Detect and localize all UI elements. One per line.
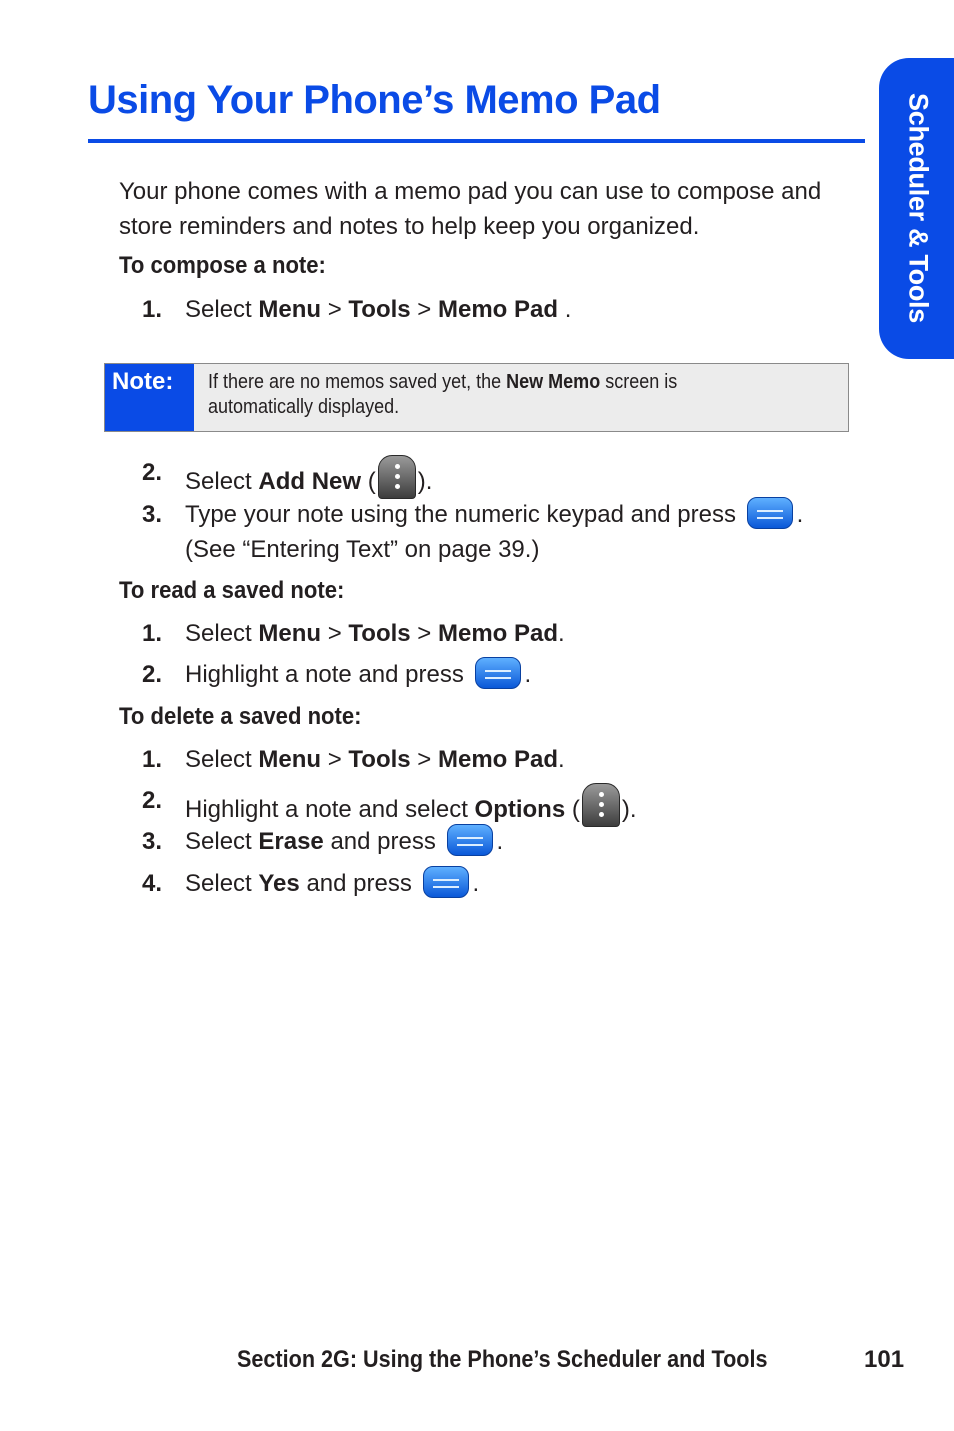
step-text: Select xyxy=(185,296,252,323)
right-softkey-icon xyxy=(582,783,620,827)
step-text: Highlight a note and press xyxy=(185,661,464,688)
step-text: Type your note using the numeric keypad and press xyxy=(185,501,736,528)
tools-term: Tools xyxy=(348,620,411,647)
read-heading: To read a saved note: xyxy=(119,577,345,604)
step-number: 3. xyxy=(142,501,163,528)
page-title: Using Your Phone’s Memo Pad xyxy=(88,78,661,122)
step-text: Select xyxy=(185,746,252,773)
paren-close: ). xyxy=(417,468,433,495)
right-softkey-icon xyxy=(378,455,416,499)
step-end: . xyxy=(496,828,504,855)
memo-pad-term: Memo Pad xyxy=(437,296,559,323)
memo-pad-term: Memo Pad xyxy=(437,620,559,647)
note-text-after: screen is automatically displayed. xyxy=(208,371,678,418)
title-rule xyxy=(88,139,865,143)
step-end: . xyxy=(564,296,572,323)
step-end: . xyxy=(472,870,480,897)
menu-ok-key-icon xyxy=(447,824,493,856)
separator: > xyxy=(327,296,342,323)
memo-pad-term: Memo Pad xyxy=(437,746,559,773)
step-text-after: . (See “Entering Text” on page 39.) xyxy=(185,501,804,563)
step-text: Select xyxy=(185,870,252,897)
menu-ok-key-icon xyxy=(475,657,521,689)
menu-term: Menu xyxy=(258,746,322,773)
step-number: 2. xyxy=(142,459,163,486)
step-number: 1. xyxy=(142,746,163,773)
note-label: Note: xyxy=(105,364,194,431)
step-number: 4. xyxy=(142,870,163,897)
section-side-tab-label: Scheduler & Tools xyxy=(903,93,934,323)
step-number: 3. xyxy=(142,828,163,855)
step-text: Select xyxy=(185,620,252,647)
separator: > xyxy=(417,620,432,647)
step-end: . xyxy=(524,661,532,688)
options-term: Options xyxy=(474,796,566,823)
note-text-before: If there are no memos saved yet, the xyxy=(208,371,502,393)
step-text: Select xyxy=(185,828,252,855)
note-text xyxy=(208,370,838,420)
menu-ok-key-icon xyxy=(747,497,793,529)
separator: > xyxy=(417,296,432,323)
step-number: 2. xyxy=(142,787,163,814)
tools-term: Tools xyxy=(348,296,411,323)
menu-ok-key-icon xyxy=(423,866,469,898)
intro-paragraph: Your phone comes with a memo pad you can use to compose and store reminders and notes to help keep you organized. xyxy=(119,178,822,240)
step-text: and press xyxy=(306,870,412,897)
yes-term: Yes xyxy=(258,870,300,897)
footer-page-number: 101 xyxy=(864,1346,905,1373)
menu-term: Menu xyxy=(258,296,322,323)
step-text: Highlight a note and select xyxy=(185,796,468,823)
step-end: . xyxy=(558,620,565,647)
paren-open: ( xyxy=(571,796,580,823)
compose-heading: To compose a note: xyxy=(119,252,326,279)
step-number: 1. xyxy=(142,620,163,647)
separator: > xyxy=(327,620,342,647)
add-new-term: Add New xyxy=(258,468,362,495)
step-end: . xyxy=(558,746,565,773)
footer-section-title: Section 2G: Using the Phone’s Scheduler and Tools xyxy=(237,1346,768,1373)
erase-term: Erase xyxy=(258,828,324,855)
paren-close: ). xyxy=(621,796,637,823)
step-number: 2. xyxy=(142,661,163,688)
note-box xyxy=(104,363,849,432)
delete-heading: To delete a saved note: xyxy=(119,703,362,730)
separator: > xyxy=(327,746,342,773)
step-number: 1. xyxy=(142,296,163,323)
note-bold-term: New Memo xyxy=(506,371,601,393)
separator: > xyxy=(417,746,432,773)
menu-term: Menu xyxy=(258,620,322,647)
step-text: and press xyxy=(330,828,436,855)
step-text: Select xyxy=(185,468,252,495)
paren-open: ( xyxy=(367,468,376,495)
tools-term: Tools xyxy=(348,746,411,773)
